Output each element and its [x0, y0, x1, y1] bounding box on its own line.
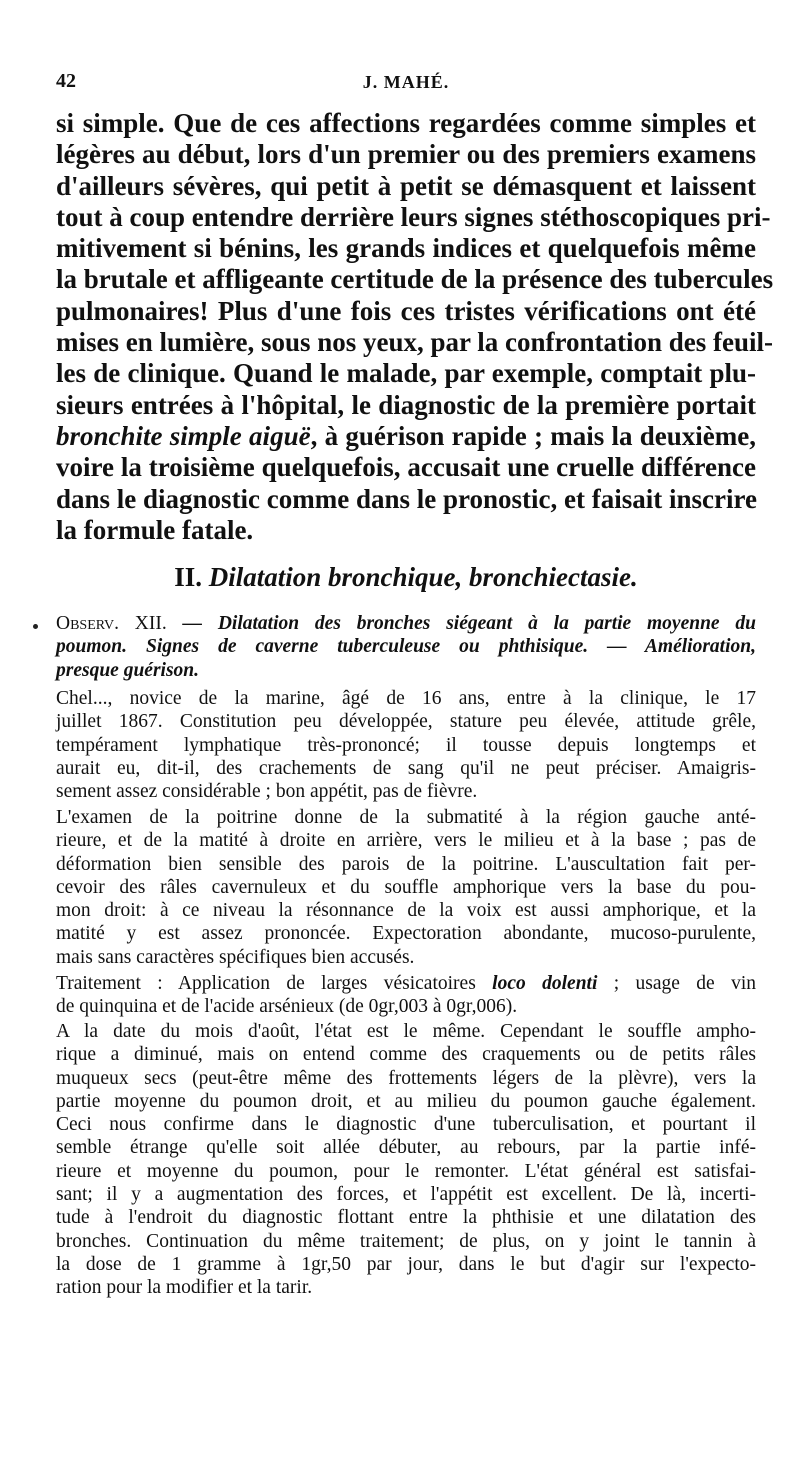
italic-diagnosis: bronchite simple aiguë — [56, 420, 311, 451]
text-line: de quinquina et de l'acide arsénieux (de 0gr,003 à 0gr,006). — [56, 996, 518, 1018]
text-line: ration pour la modifier et la tarir. — [56, 1277, 313, 1299]
text-line: mais sans caractères spécifiques bien accusés. — [56, 946, 415, 968]
text-line: la brutale et affligeante certitude de la présence des tubercules — [56, 264, 774, 295]
text-line: partie moyenne du poumon droit, et au milieu du poumon gauche également. — [56, 1090, 756, 1112]
section-number: II. — [174, 562, 202, 592]
section-heading — [56, 562, 756, 593]
section-title: Dilatation bronchique, bronchiectasie. — [208, 562, 638, 592]
text-line: tempérament lymphatique très-prononcé; il tousse depuis longtemps et — [56, 734, 756, 756]
observation-paragraph-3 — [56, 972, 756, 1019]
running-head: J. MAHÉ. — [362, 72, 450, 92]
text-line: juillet 1867. Constitution peu développée, stature peu élevée, attitude grêle, — [56, 711, 756, 733]
text-line: tude à l'endroit du diagnostic flottant entre la phthisie et une dilatation des — [56, 1207, 756, 1229]
text-line: sant; il y a augmentation des forces, et l'appétit est excellent. De là, incerti- — [56, 1184, 756, 1206]
italic-latin: loco dolenti — [492, 973, 598, 994]
text-line: rieure, et de la matité à droite en arrière, vers le milieu et à la base ; pas de — [56, 830, 756, 852]
text-line: Chel..., novice de la marine, âgé de 16 ans, entre à la clinique, le 17 — [56, 688, 756, 709]
observation-paragraph-4 — [56, 1020, 756, 1300]
text-line: L'examen de la poitrine donne de la submatité à la région gauche anté- — [56, 807, 756, 828]
text-line: dans le diagnostic comme dans le pronostic, et faisait inscrire — [56, 483, 757, 514]
text-line: sieurs entrées à l'hôpital, le diagnostic de la première portait — [56, 389, 756, 420]
text-line: semble étrange qu'elle soit allée débuter, au rebours, par la partie infé- — [56, 1137, 756, 1159]
text-line: aurait eu, dit-il, des crachements de sang qu'il ne peut préciser. Amaigris- — [56, 757, 756, 779]
text-line: matité y est assez prononcée. Expectoration abondante, mucoso-purulente, — [56, 923, 756, 945]
margin-mark — [33, 624, 38, 629]
text-line: sement assez considérable ; bon appétit, pas de fièvre. — [56, 781, 478, 803]
text-line: A la date du mois d'août, l'état est le même. Cependant le souffle ampho- — [56, 1021, 756, 1042]
text-line: déformation bien sensible des parois de la poitrine. L'auscultation fait per- — [56, 853, 756, 875]
text-line: pulmonaires! Plus d'une fois ces tristes vérifications ont été — [56, 295, 756, 326]
text-line: les de clinique. Quand le malade, par exemple, comptait plu- — [56, 358, 756, 389]
text-line: bronches. Continuation du même traitement; de plus, on y joint le tannin à — [56, 1230, 756, 1252]
text-line: bronchite simple aiguë, à guérison rapide ; mais la deuxième, — [56, 420, 757, 451]
text-line: cevoir des râles cavernuleux et du souffle amphorique vers la base du pou- — [56, 876, 756, 898]
text-line: mises en lumière, sous nos yeux, par la confrontation des feuil- — [56, 327, 774, 358]
text-line: la formule fatale. — [56, 514, 254, 545]
text-line: la dose de 1 gramme à 1gr,50 par jour, dans le but d'agir sur l'expecto- — [56, 1253, 756, 1275]
observation-paragraph-1 — [56, 687, 756, 803]
text-line: tout à coup entendre derrière leurs signes stéthoscopiques pri- — [56, 201, 771, 232]
page-number: 42 — [56, 70, 76, 92]
observation-paragraph-2 — [56, 806, 756, 969]
text-line: d'ailleurs sévères, qui petit à petit se démasquent et laissent — [56, 170, 756, 201]
text-line: rieure et moyenne du poumon, pour le remonter. L'état général est satisfai- — [56, 1160, 756, 1182]
observation-label: Observ. XII. — [56, 613, 167, 634]
intro-paragraph — [56, 108, 774, 546]
page-header — [56, 70, 756, 100]
text-line: voire la troisième quelquefois, accusait une cruelle différence — [56, 452, 756, 483]
text-line: rique a diminué, mais on entend comme des craquements ou de petits râles — [56, 1044, 756, 1066]
text-line: muqueux secs (peut-être même des frottements légers de la plèvre), vers la — [56, 1067, 756, 1089]
text-line: si simple. Que de ces affections regardées comme simples et — [56, 108, 756, 138]
text-line: légères au début, lors d'un premier ou des premiers examens — [56, 139, 756, 170]
text-line: Ceci nous confirme dans le diagnostic d'une tuberculisation, et pourtant il — [56, 1114, 756, 1136]
text-line: mon droit: à ce niveau la résonnance de la voix est aussi amphorique, et la — [56, 900, 756, 922]
observation-title — [56, 612, 756, 682]
text-line: poumon. Signes de caverne tuberculeuse ou phthisique. — Amélioration, — [56, 636, 756, 658]
text-line: Traitement : Application de larges vésicatoires loco dolenti ; usage de vin — [56, 973, 757, 994]
text-line: Observ. XII. — Dilatation des bronches siégeant à la partie moyenne du — [56, 613, 756, 634]
text-line: mitivement si bénins, les grands indices et quelquefois même — [56, 233, 756, 264]
text-line: presque guérison. — [56, 659, 200, 681]
